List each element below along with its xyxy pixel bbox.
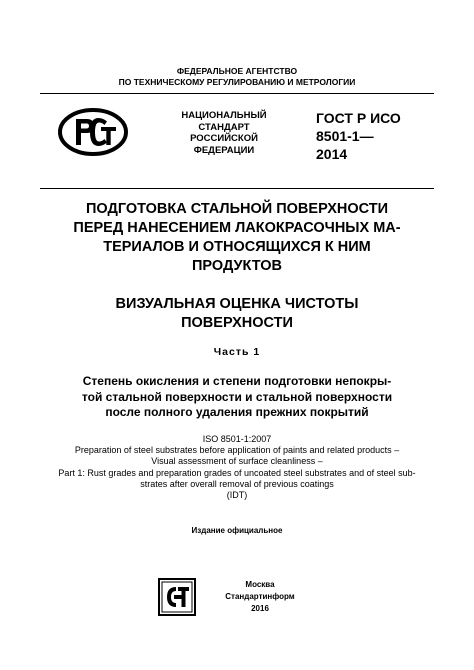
national-standard-line-4: ФЕДЕРАЦИИ <box>193 144 255 156</box>
agency-line-2: ПО ТЕХНИЧЕСКОМУ РЕГУЛИРОВАНИЮ И МЕТРОЛОГИИ <box>118 77 356 87</box>
header-bottom-rule <box>40 188 434 189</box>
publisher-city: Москва <box>245 580 275 589</box>
national-standard-label <box>160 110 288 156</box>
iso-reference-line-2: Preparation of steel substrates before application of paints and related products – <box>74 445 400 456</box>
iso-reference-line-6: (IDT) <box>226 490 248 501</box>
national-standard-line-3: РОССИЙСКОЙ <box>190 133 258 144</box>
header-top-rule <box>40 93 434 94</box>
iso-reference-line-1: ISO 8501-1:2007 <box>202 434 272 444</box>
standard-code-line-1: ГОСТ Р ИСО <box>316 110 401 126</box>
part-subtitle-line-3: после полного удаления прежних покрытий <box>105 405 369 419</box>
standard-code <box>316 109 436 163</box>
iso-reference-line-4: Part 1: Rust grades and preparation grades of uncoated steel substrates and of steel sub- <box>58 467 416 478</box>
publisher-name: Стандартинформ <box>225 592 295 601</box>
part-number: Часть 1 <box>213 346 261 358</box>
part-subtitle-line-1: Степень окисления и степени подготовки непокры- <box>82 374 392 388</box>
main-title <box>0 200 474 276</box>
publisher-year: 2016 <box>251 604 269 613</box>
agency-line-1: ФЕДЕРАЛЬНОЕ АГЕНТСТВО <box>176 66 298 76</box>
publisher-info <box>210 579 310 615</box>
iso-reference-line-5: strates after overall removal of previous coatings <box>140 478 334 489</box>
part-subtitle <box>0 374 474 421</box>
part-subtitle-line-2: той стальной поверхности и стальной поверхности <box>81 389 393 404</box>
national-standard-line-1: НАЦИОНАЛЬНЫЙ <box>181 110 267 121</box>
national-standard-line-2: СТАНДАРТ <box>198 121 250 133</box>
secondary-title-line-1: ВИЗУАЛЬНАЯ ОЦЕНКА ЧИСТОТЫ <box>115 296 359 312</box>
iso-reference <box>0 434 474 501</box>
main-title-line-3: ТЕРИАЛОВ И ОТНОСЯЩИХСЯ К НИМ <box>103 239 371 255</box>
official-edition-label: Издание официальное <box>191 526 283 535</box>
standard-code-line-3: 2014 <box>316 146 348 162</box>
rst-certification-logo-icon <box>58 107 128 157</box>
main-title-line-2: ПЕРЕД НАНЕСЕНИЕМ ЛАКОКРАСОЧНЫХ МА- <box>73 220 401 236</box>
standard-code-line-2: 8501-1— <box>316 128 374 144</box>
main-title-line-1: ПОДГОТОВКА СТАЛЬНОЙ ПОВЕРХНОСТИ <box>85 201 388 217</box>
secondary-title <box>0 295 474 333</box>
standartinform-logo-icon <box>158 578 196 616</box>
agency-header <box>0 66 474 88</box>
iso-reference-line-3: Visual assessment of surface cleanliness – <box>151 456 323 467</box>
secondary-title-line-2: ПОВЕРХНОСТИ <box>181 315 293 331</box>
main-title-line-4: ПРОДУКТОВ <box>192 258 282 274</box>
